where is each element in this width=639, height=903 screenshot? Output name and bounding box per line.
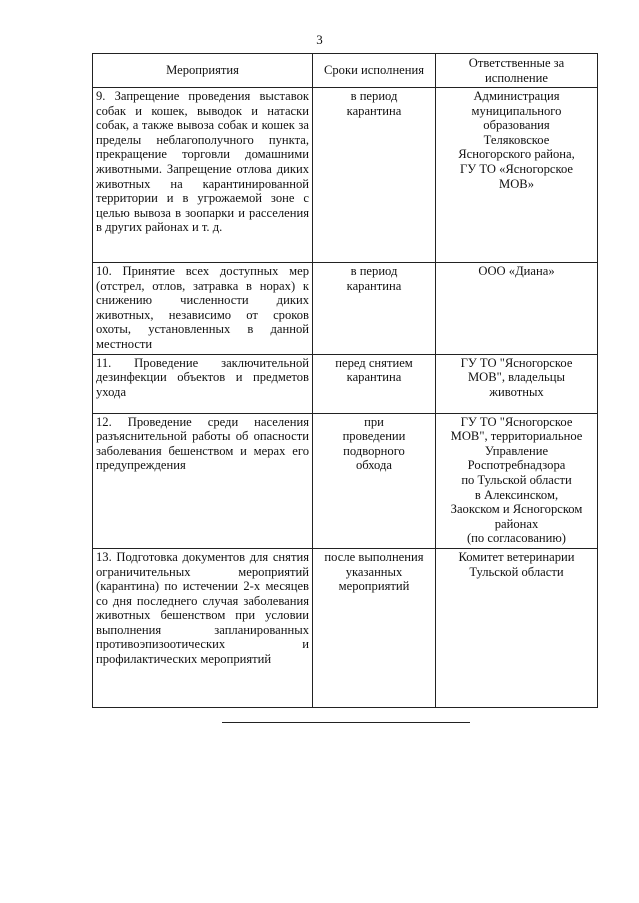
deadline-cell: перед снятием карантина (313, 354, 436, 413)
deadline-cell: после выполнения указанных мероприятий (313, 548, 436, 707)
table-row (93, 548, 598, 707)
table-row (93, 413, 598, 548)
responsible-cell: ГУ ТО "Ясногорское МОВ", территориальное Управление Роспотребнадзора по Тульской области в Алексинском, Заокском и Ясногорском районах (по согласованию) (436, 413, 598, 548)
deadline-cell: в период карантина (313, 88, 436, 263)
responsible-cell: ГУ ТО "Ясногорское МОВ", владельцы животных (436, 354, 598, 413)
responsible-cell: Администрация муниципального образования Теляковское Ясногорского района, ГУ ТО «Ясногорское МОВ» (436, 88, 598, 263)
header-activity: Мероприятия (93, 54, 313, 88)
table-row (93, 354, 598, 413)
table-row (93, 263, 598, 355)
activity-cell: 11. Проведение заключительной дезинфекции объектов и предметов ухода (93, 354, 313, 413)
responsible-cell: ООО «Диана» (436, 263, 598, 355)
activity-cell: 12. Проведение среди населения разъяснительной работы об опасности заболевания бешенством и мерах его предупреждения (93, 413, 313, 548)
table-header-row (93, 54, 598, 88)
document-end-rule (222, 722, 470, 723)
header-responsible: Ответственные за исполнение (436, 54, 598, 88)
measures-table (92, 53, 598, 708)
page-number: 3 (316, 32, 323, 47)
header-deadline: Сроки исполнения (313, 54, 436, 88)
activity-cell: 9. Запрещение проведения выставок собак и кошек, выводок и натаски собак, а также вывоза собак и кошек за пределы неблагополучного пункта, прекращение торговли домашними животными. Запрещение отлова диких животных на карантинированной территории и в угрожаемой зоне с целью вывоза в зоопарки и расселения в других районах и т. д. (93, 88, 313, 263)
deadline-cell: при проведении подворного обхода (313, 413, 436, 548)
activity-cell: 10. Принятие всех доступных мер (отстрел, отлов, затравка в норах) к снижению численности диких животных, независимо от сроков охоты, установленных в данной местности (93, 263, 313, 355)
responsible-cell: Комитет ветеринарии Тульской области (436, 548, 598, 707)
activity-cell: 13. Подготовка документов для снятия ограничительных мероприятий (карантина) по истечении 2-х месяцев со дня последнего случая заболевания животных бешенством при условии выполнения запланированных противоэпизоотических и профилактических мероприятий (93, 548, 313, 707)
deadline-cell: в период карантина (313, 263, 436, 355)
table-row (93, 88, 598, 263)
